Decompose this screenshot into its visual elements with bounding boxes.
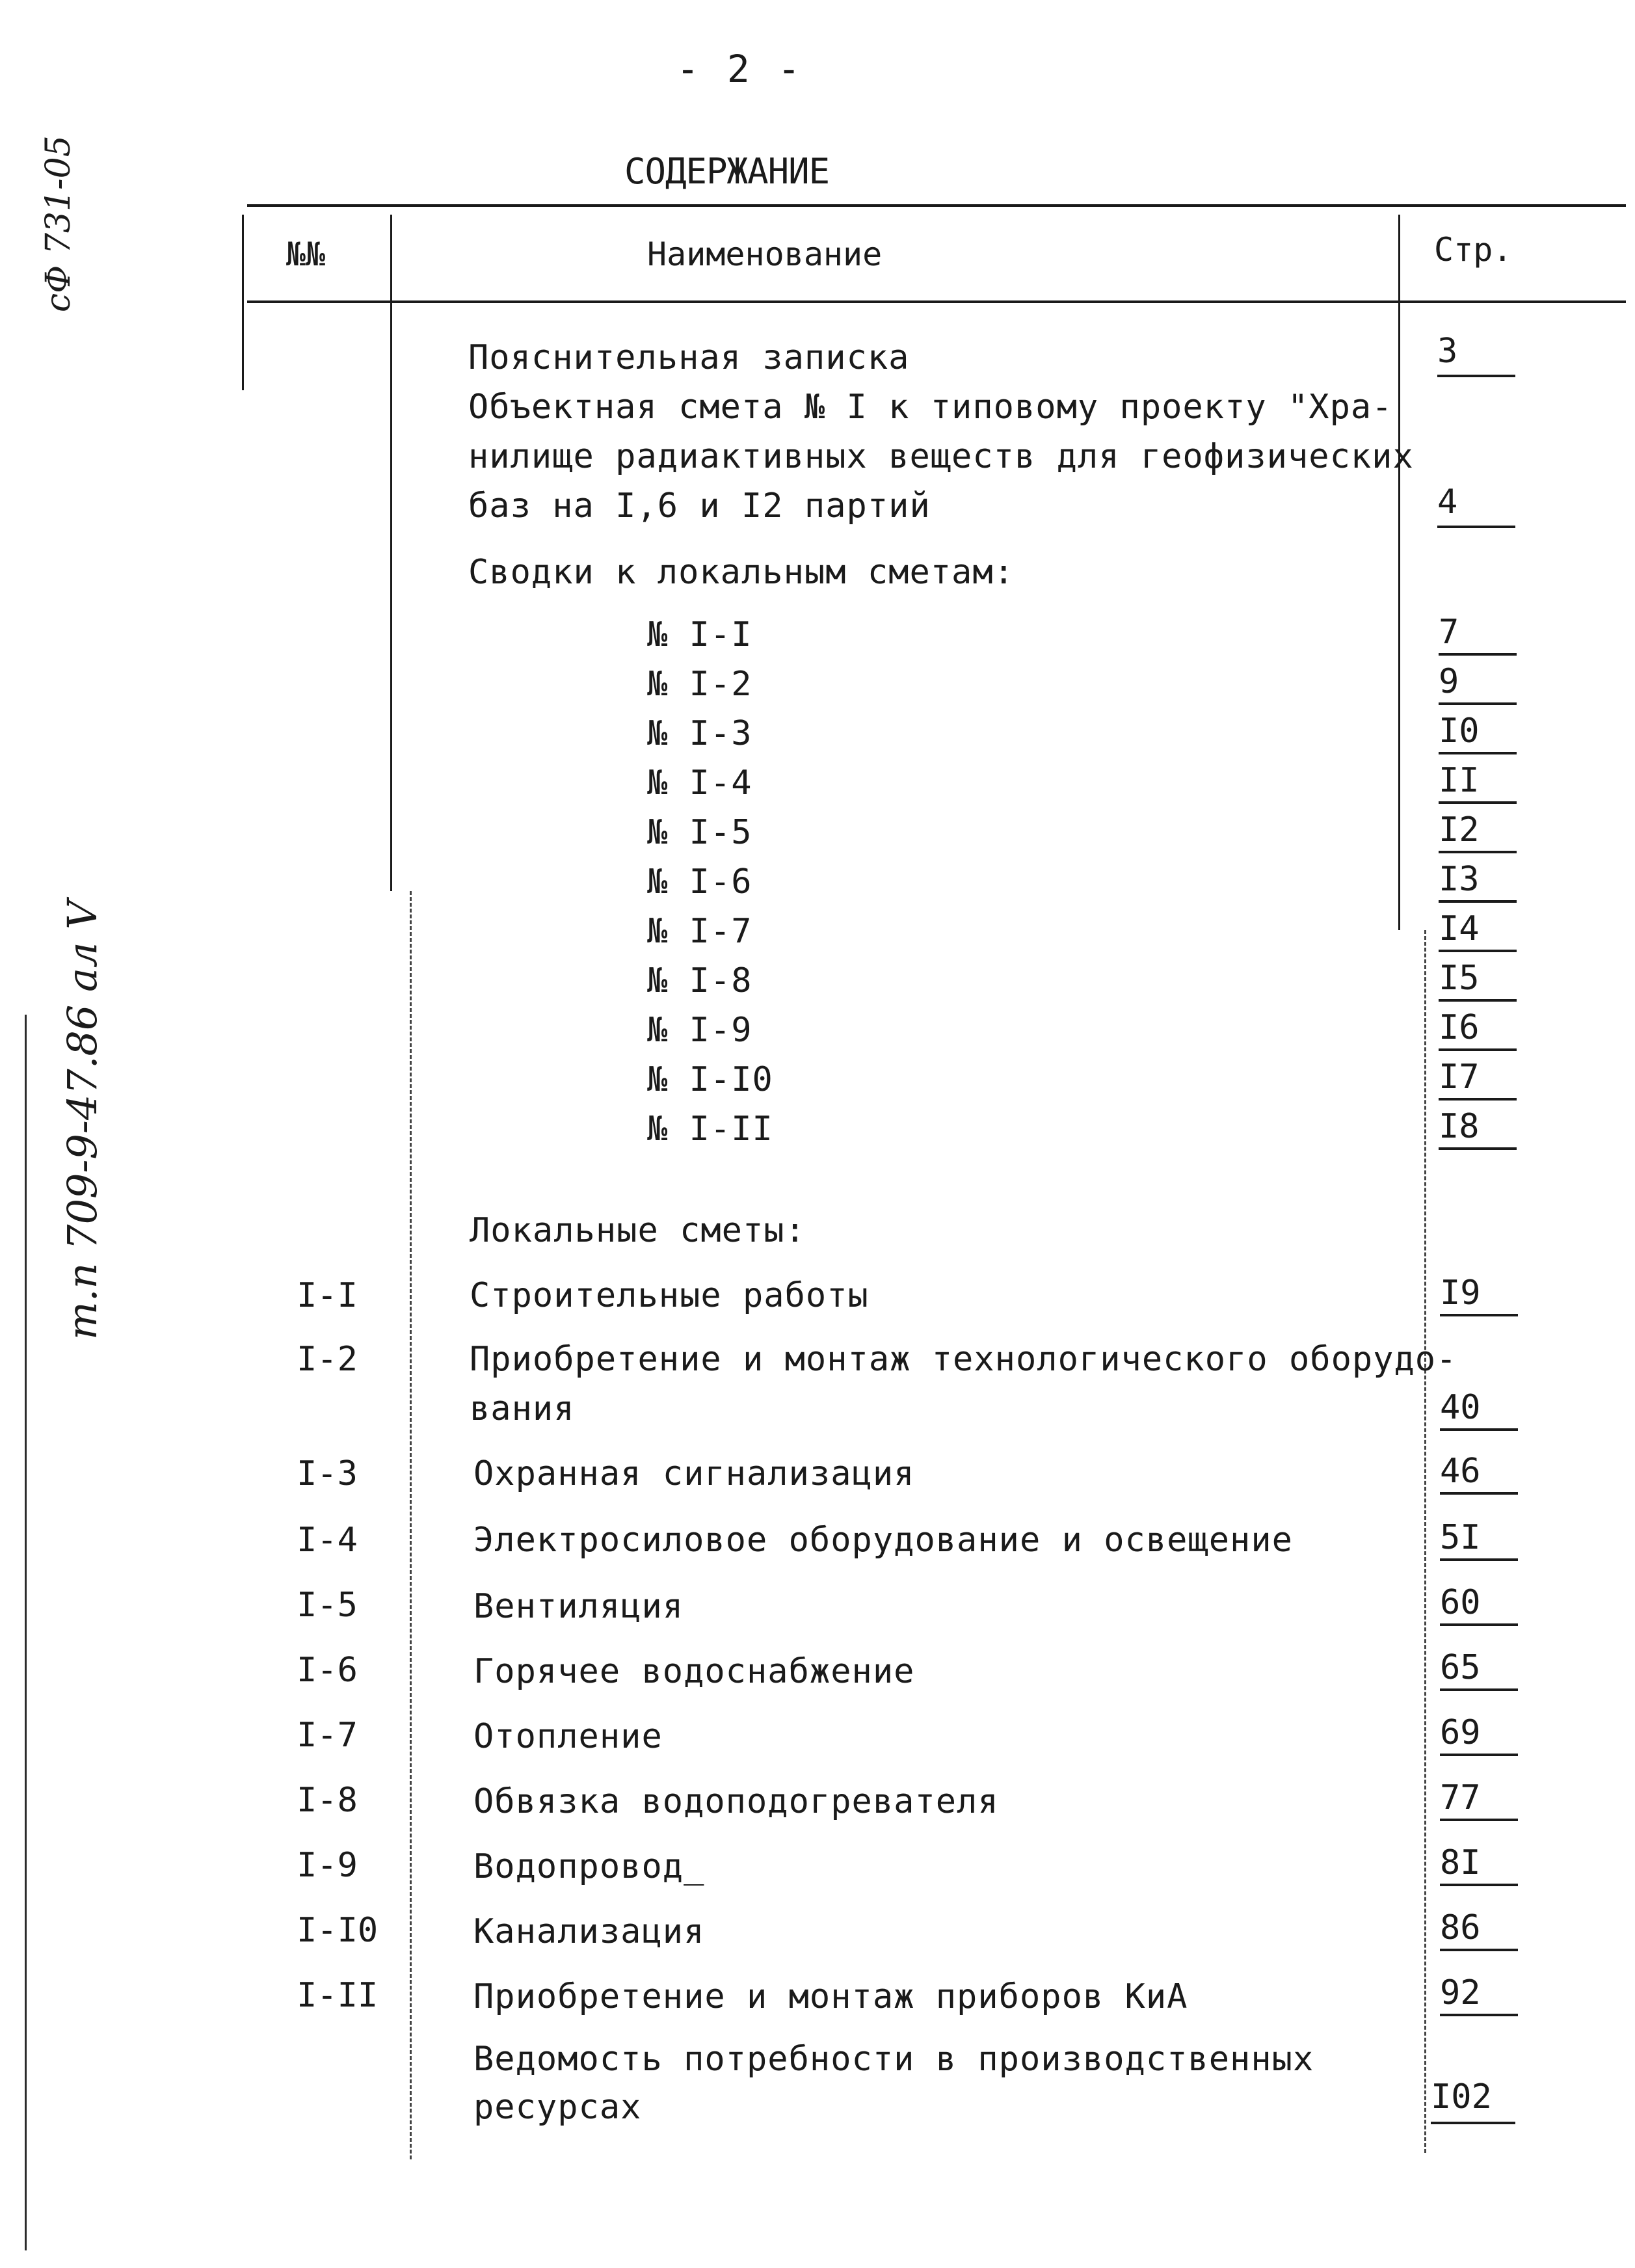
local-code: I-7 bbox=[297, 1716, 358, 1755]
page-number: - 2 - bbox=[676, 47, 803, 91]
local-page: 60 bbox=[1440, 1583, 1481, 1622]
entry-object-estimate-line2: нилище радиактивных веществ для геофизических bbox=[468, 437, 1414, 476]
page-underline bbox=[1440, 1949, 1518, 1951]
summary-page: I6 bbox=[1439, 1008, 1480, 1047]
page-underline bbox=[1440, 2014, 1518, 2016]
table-left-border bbox=[242, 215, 244, 390]
local-entry: Канализация bbox=[473, 1912, 705, 1951]
local-entry: Приобретение и монтаж технологического оборудо- bbox=[470, 1340, 1457, 1379]
local-entry: Горячее водоснабжение bbox=[473, 1652, 915, 1691]
page-underline bbox=[1439, 999, 1517, 1002]
summary-item: № I-I0 bbox=[647, 1060, 773, 1099]
summary-page: 7 bbox=[1439, 613, 1459, 652]
page-underline bbox=[1437, 375, 1515, 377]
local-code: I-3 bbox=[297, 1454, 358, 1493]
page-underline bbox=[1439, 1048, 1517, 1051]
summary-page: I5 bbox=[1439, 959, 1480, 998]
summary-item: № I-9 bbox=[647, 1011, 752, 1050]
page-underline bbox=[1440, 1819, 1518, 1821]
entry-object-estimate-line3: баз на I,6 и I2 партий bbox=[468, 487, 931, 526]
summary-item: № I-2 bbox=[647, 665, 752, 704]
summary-page: I7 bbox=[1439, 1058, 1480, 1097]
page-underline bbox=[1439, 702, 1517, 705]
summary-item: № I-7 bbox=[647, 912, 752, 951]
summary-page: II bbox=[1439, 761, 1480, 800]
local-code: I-II bbox=[297, 1976, 379, 2015]
summary-item: № I-3 bbox=[647, 714, 752, 753]
local-page: 65 bbox=[1440, 1648, 1481, 1687]
local-page: 8I bbox=[1440, 1843, 1481, 1882]
local-entry: Вентиляция bbox=[473, 1587, 684, 1626]
page-underline bbox=[1440, 1688, 1518, 1691]
local-code: I-6 bbox=[297, 1651, 358, 1690]
page-underline bbox=[1440, 1884, 1518, 1886]
header-name: Наименование bbox=[647, 235, 883, 273]
project-code-note: т.п 709-9-47.86 ал V bbox=[59, 900, 106, 1340]
local-page: I02 bbox=[1431, 2077, 1492, 2116]
header-bottom-rule bbox=[247, 300, 1626, 303]
local-page: 92 bbox=[1440, 1973, 1481, 2012]
page-underline bbox=[1437, 526, 1515, 528]
local-page: 69 bbox=[1440, 1713, 1481, 1752]
table-top-rule bbox=[247, 204, 1626, 207]
page-underline bbox=[1431, 2122, 1515, 2124]
local-page: 86 bbox=[1440, 1908, 1481, 1947]
name-page-divider-dashed bbox=[1424, 930, 1426, 2153]
local-code: I-4 bbox=[297, 1521, 358, 1560]
name-page-divider bbox=[1398, 215, 1400, 930]
archive-stamp: сФ 731-05 bbox=[39, 135, 78, 312]
summary-page: I4 bbox=[1439, 909, 1480, 948]
page-underline bbox=[1439, 752, 1517, 754]
page-underline bbox=[1440, 1492, 1518, 1495]
summary-page: 9 bbox=[1439, 662, 1459, 701]
entry-object-estimate-line1: Объектная смета № I к типовому проекту "Хра- bbox=[468, 388, 1393, 427]
page-underline bbox=[1440, 1428, 1518, 1431]
local-code: I-I bbox=[297, 1276, 358, 1315]
summary-page: I8 bbox=[1439, 1107, 1480, 1146]
summary-item: № I-6 bbox=[647, 862, 752, 901]
num-name-divider-dashed bbox=[410, 891, 412, 2159]
local-entry: Обвязка водоподогревателя bbox=[473, 1782, 999, 1821]
page-title: СОДЕРЖАНИЕ bbox=[624, 151, 830, 192]
local-page: I9 bbox=[1440, 1274, 1481, 1313]
local-page: 77 bbox=[1440, 1778, 1481, 1817]
page-object-estimate: 4 bbox=[1437, 483, 1458, 522]
page-underline bbox=[1439, 801, 1517, 804]
summary-item: № I-5 bbox=[647, 813, 752, 852]
summary-page: I3 bbox=[1439, 860, 1480, 899]
num-name-divider bbox=[390, 215, 392, 891]
page-underline bbox=[1439, 950, 1517, 952]
local-entry-cont: вания bbox=[470, 1389, 575, 1428]
local-code: I-I0 bbox=[297, 1911, 379, 1950]
local-code: I-9 bbox=[297, 1846, 358, 1885]
local-entry: Отопление bbox=[473, 1717, 663, 1756]
page-underline bbox=[1439, 1098, 1517, 1101]
page-underline bbox=[1440, 1314, 1518, 1316]
page-underline bbox=[1439, 1147, 1517, 1150]
header-page: Стр. bbox=[1434, 231, 1513, 269]
summaries-heading: Сводки к локальным сметам: bbox=[468, 553, 1015, 592]
summary-page: I2 bbox=[1439, 810, 1480, 849]
entry-explanatory-note: Пояснительная записка bbox=[468, 338, 910, 377]
header-num: №№ bbox=[286, 235, 326, 273]
margin-rule bbox=[25, 1015, 27, 2250]
local-code: I-2 bbox=[297, 1340, 358, 1379]
summary-item: № I-4 bbox=[647, 764, 752, 803]
page-underline bbox=[1439, 653, 1517, 656]
local-page: 5I bbox=[1440, 1518, 1481, 1557]
local-entry: Строительные работы bbox=[470, 1276, 869, 1315]
summary-item: № I-8 bbox=[647, 961, 752, 1000]
page-underline bbox=[1440, 1754, 1518, 1756]
local-entry: Охранная сигнализация bbox=[473, 1454, 915, 1493]
resources-entry-cont: ресурсах bbox=[473, 2088, 642, 2127]
page-underline bbox=[1439, 851, 1517, 853]
page-underline bbox=[1440, 1558, 1518, 1561]
summary-page: I0 bbox=[1439, 712, 1480, 751]
local-entry: Электросиловое оборудование и освещение bbox=[473, 1521, 1293, 1560]
resources-entry: Ведомость потребности в производственных bbox=[473, 2040, 1314, 2079]
local-page: 40 bbox=[1440, 1388, 1481, 1427]
page-underline bbox=[1440, 1623, 1518, 1626]
local-page: 46 bbox=[1440, 1452, 1481, 1491]
page-explanatory-note: 3 bbox=[1437, 332, 1458, 371]
page-underline bbox=[1439, 900, 1517, 903]
local-entry: Приобретение и монтаж приборов КиА bbox=[473, 1977, 1188, 2016]
local-code: I-8 bbox=[297, 1781, 358, 1820]
summary-item: № I-II bbox=[647, 1110, 773, 1149]
summary-item: № I-I bbox=[647, 615, 752, 654]
local-heading: Локальные сметы: bbox=[470, 1211, 806, 1250]
local-code: I-5 bbox=[297, 1586, 358, 1625]
local-entry: Водопровод_ bbox=[473, 1847, 705, 1886]
